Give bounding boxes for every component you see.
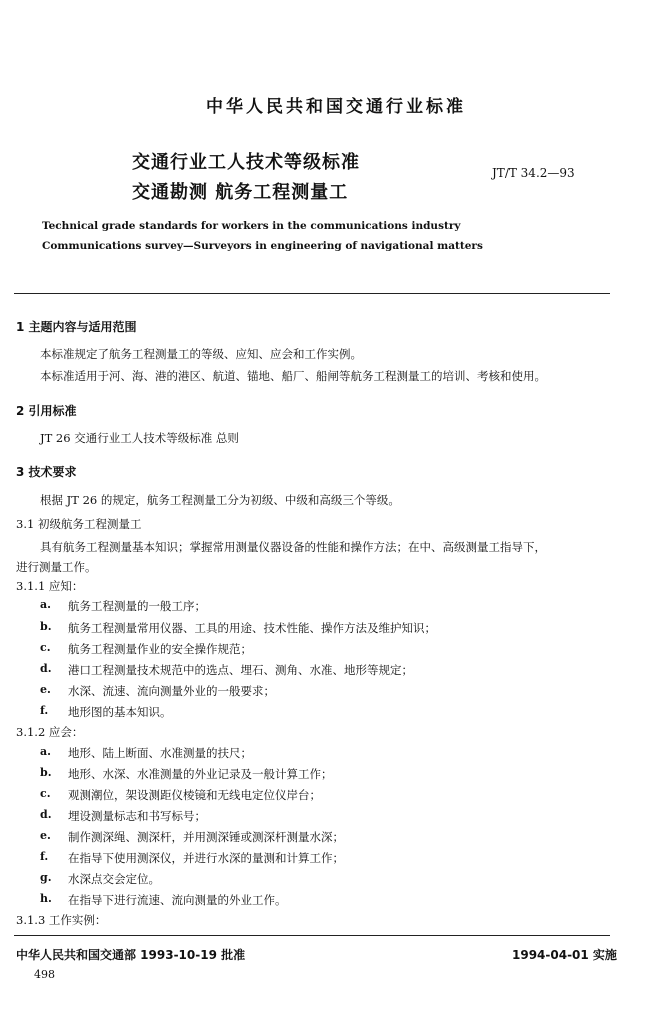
section2-reference: JT 26 交通行业工人技术等级标准 总则 bbox=[40, 431, 239, 445]
can-item-label: f. bbox=[40, 850, 49, 863]
can-item-text: 观测潮位，架设测距仪棱镜和无线电定位仪岸台； bbox=[68, 788, 321, 802]
section312-heading: 3.1.2 应会： bbox=[16, 725, 84, 739]
know-item-label: f. bbox=[40, 704, 49, 717]
can-item-text: 在指导下进行流速、流向测量的外业工作。 bbox=[68, 893, 287, 907]
know-item-text: 水深、流速、流向测量外业的一般要求； bbox=[68, 684, 275, 698]
know-item-text: 港口工程测量技术规范中的选点、埋石、测角、水准、地形等规定； bbox=[68, 663, 413, 677]
can-item-label: c. bbox=[40, 787, 51, 800]
know-item-label: e. bbox=[40, 683, 51, 696]
know-item-label: c. bbox=[40, 641, 51, 654]
know-item-label: b. bbox=[40, 620, 52, 633]
can-item-label: g. bbox=[40, 871, 52, 884]
know-item-text: 航务工程测量作业的安全操作规范； bbox=[68, 642, 252, 656]
implementation-note: 1994-04-01 实施 bbox=[512, 948, 617, 962]
can-item-text: 地形、水深、水准测量的外业记录及一般计算工作； bbox=[68, 767, 333, 781]
know-item-text: 航务工程测量常用仪器、工具的用途、技术性能、操作方法及维护知识； bbox=[68, 621, 436, 635]
can-item-label: b. bbox=[40, 766, 52, 779]
can-item-text: 埋设测量标志和书写标号； bbox=[68, 809, 206, 823]
standard-title-line2: 交通勘测 航务工程测量工 bbox=[132, 182, 349, 203]
english-title-line2: Communications survey—Surveyors in engineering of navigational matters bbox=[42, 240, 483, 252]
can-item-label: h. bbox=[40, 892, 52, 905]
can-item-label: d. bbox=[40, 808, 52, 821]
footer-divider bbox=[14, 935, 610, 936]
know-item-text: 地形图的基本知识。 bbox=[68, 705, 172, 719]
issuing-body-header: 中华人民共和国交通行业标准 bbox=[206, 97, 466, 117]
can-item-label: e. bbox=[40, 829, 51, 842]
section31-para-line2: 进行测量工作。 bbox=[16, 560, 97, 574]
can-item-text: 在指导下使用测深仪，并进行水深的量测和计算工作； bbox=[68, 851, 344, 865]
section3-para: 根据 JT 26 的规定，航务工程测量工分为初级、中级和高级三个等级。 bbox=[40, 493, 400, 507]
section2-heading: 2 引用标准 bbox=[16, 404, 77, 418]
section3-heading: 3 技术要求 bbox=[16, 465, 77, 479]
know-item-label: d. bbox=[40, 662, 52, 675]
section31-heading: 3.1 初级航务工程测量工 bbox=[16, 517, 142, 531]
section31-para-line1: 具有航务工程测量基本知识；掌握常用测量仪器设备的性能和操作方法；在中、高级测量工指导下， bbox=[40, 540, 546, 554]
can-item-label: a. bbox=[40, 745, 51, 758]
can-item-text: 地形、陆上断面、水准测量的扶尺； bbox=[68, 746, 252, 760]
standard-code: JT/T 34.2—93 bbox=[492, 166, 575, 180]
page-number: 498 bbox=[34, 968, 55, 981]
know-item-label: a. bbox=[40, 598, 51, 611]
section313-heading: 3.1.3 工作实例： bbox=[16, 913, 107, 927]
section311-heading: 3.1.1 应知： bbox=[16, 579, 84, 593]
know-item-text: 航务工程测量的一般工序； bbox=[68, 599, 206, 613]
english-title-line1: Technical grade standards for workers in the communications industry bbox=[42, 220, 461, 232]
can-item-text: 制作测深绳、测深杆，并用测深锤或测深杆测量水深； bbox=[68, 830, 344, 844]
can-item-text: 水深点交会定位。 bbox=[68, 872, 160, 886]
section1-para1: 本标准规定了航务工程测量工的等级、应知、应会和工作实例。 bbox=[40, 347, 362, 361]
standard-title-line1: 交通行业工人技术等级标准 bbox=[132, 152, 360, 173]
section1-para2: 本标准适用于河、海、港的港区、航道、锚地、船厂、船闸等航务工程测量工的培训、考核和使用。 bbox=[40, 369, 546, 383]
approval-note: 中华人民共和国交通部 1993-10-19 批准 bbox=[16, 948, 246, 962]
header-divider bbox=[14, 293, 610, 294]
section1-heading: 1 主题内容与适用范围 bbox=[16, 320, 137, 334]
